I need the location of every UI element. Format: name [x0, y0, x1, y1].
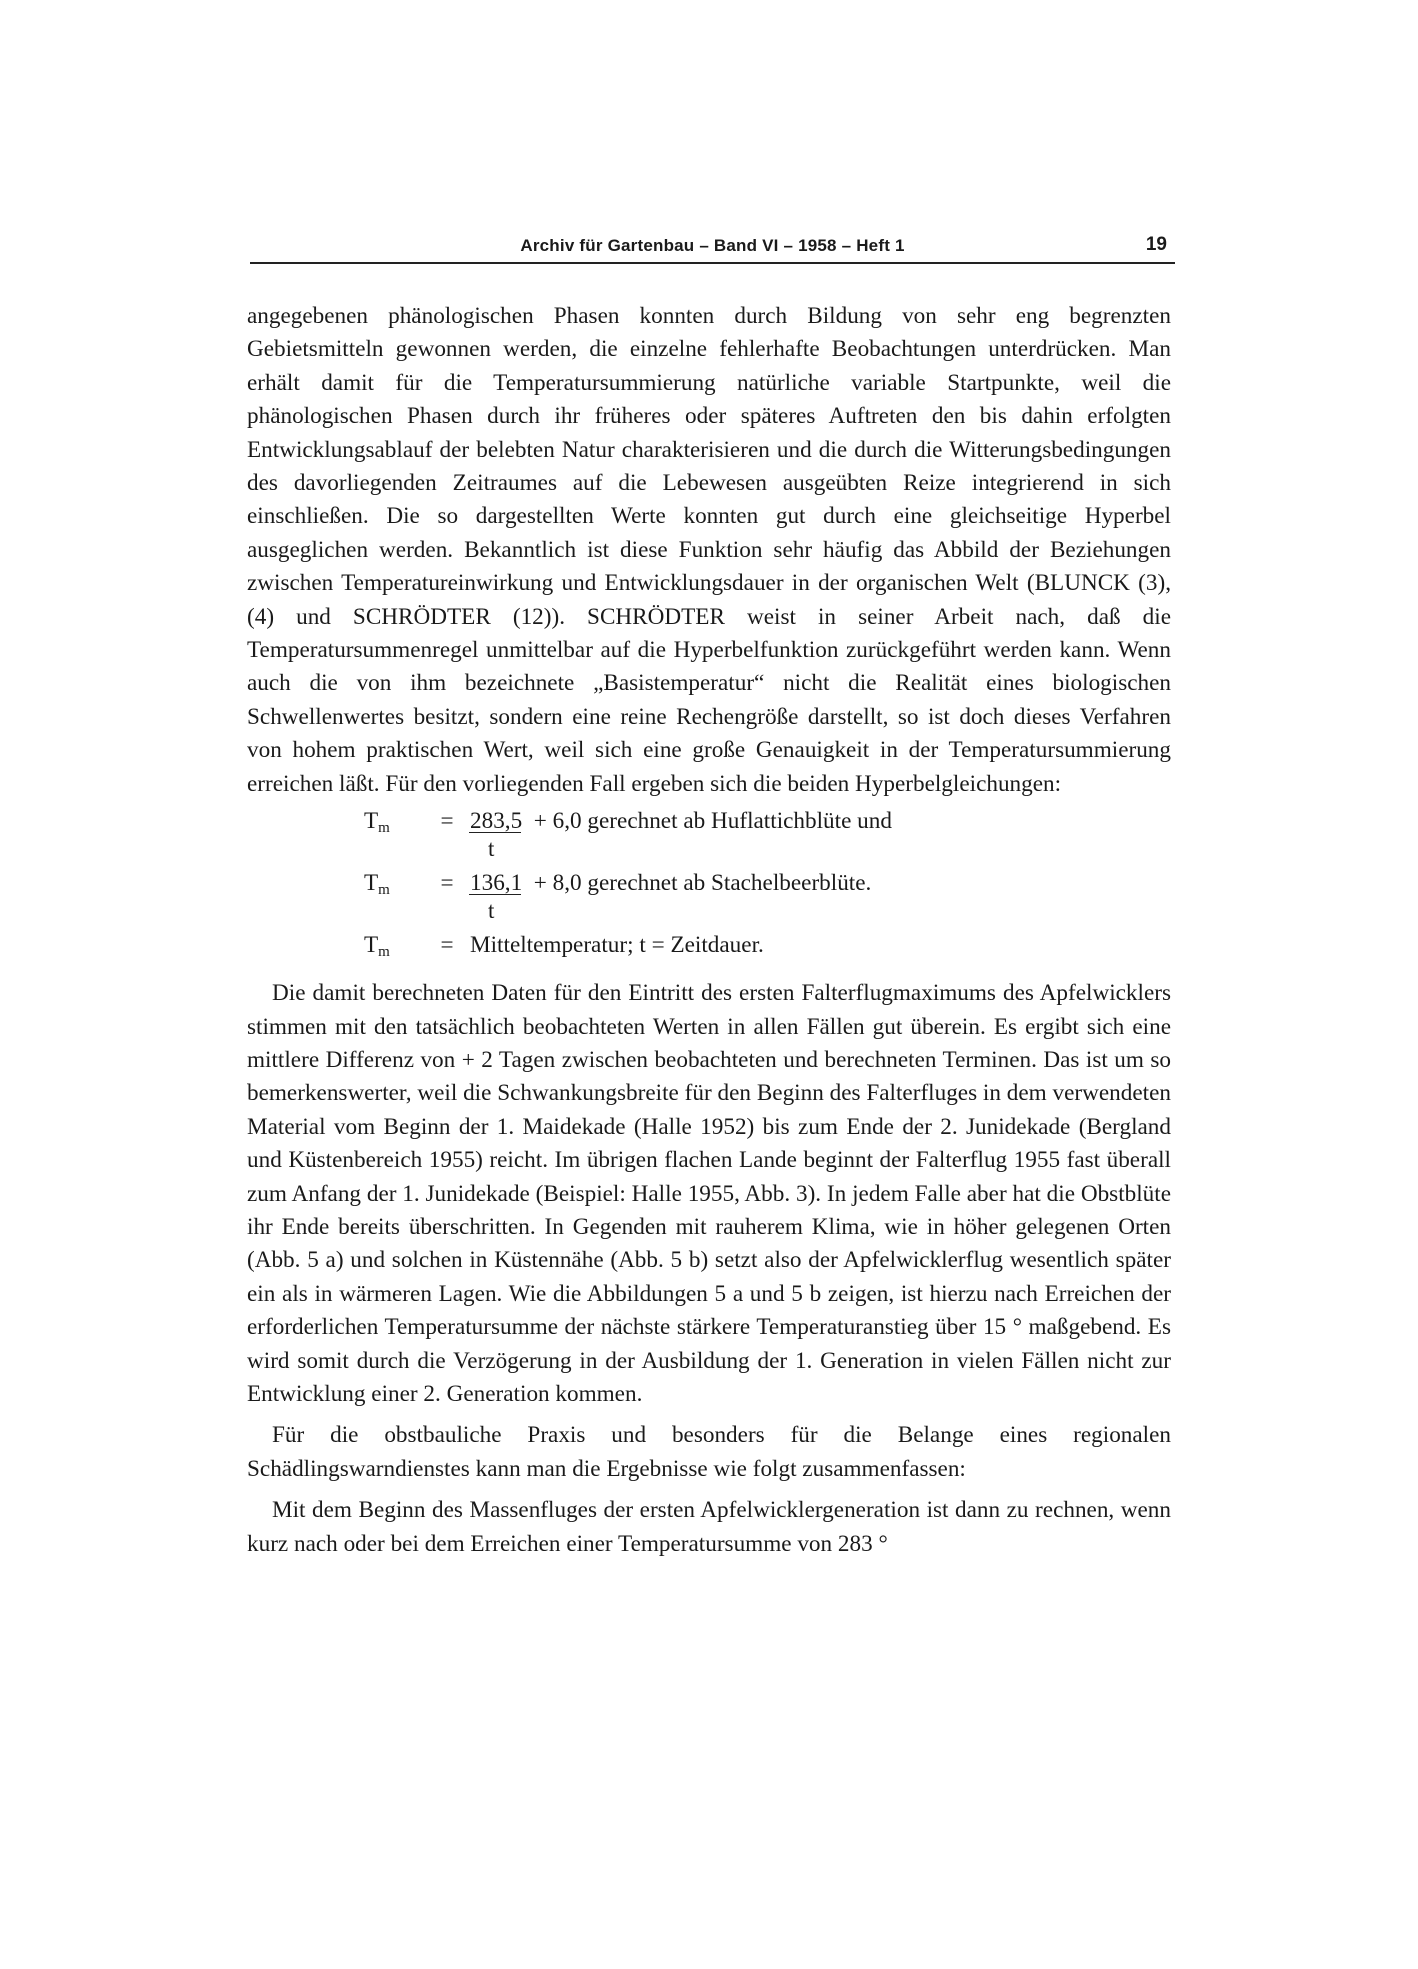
equation-row-3: [364, 929, 764, 963]
equation-row-1: [364, 805, 892, 839]
hyperbola-equations: [247, 805, 1171, 961]
equation-rest: + 8,0 gerechnet ab Stachelbeerblüte.: [533, 870, 872, 897]
equation-lhs: $T_m$: [364, 808, 390, 837]
running-title: Archiv für Gartenbau – Band VI – 1958 – Heft 1: [520, 236, 905, 255]
equation-lhs: $T_m$: [364, 932, 390, 961]
paragraph: Die damit berechneten Daten für den Eintritt des ersten Falterflugmaximums des Apfelwicklers stimmen mit den tatsächlich beobachteten Werten in allen Fällen gut überein. Es ergibt sich eine mittlere Differenz von + 2 Tagen zwischen beobachteten und berechneten Terminen. Das ist um so bemerkenswerter, weil die Schwankungsbreite für den Beginn des Falterfluges in dem verwendeten Material vom Beginn der 1. Maidekade (Halle 1952) bis zum Ende der 2. Junidekade (Bergland und Küstenbereich 1955) reicht. Im übrigen flachen Lande beginnt der Falterflug 1955 fast überall zum Anfang der 1. Junidekade (Beispiel: Halle 1955, Abb. 3). In jedem Falle aber hat die Obstblüte ihr Ende bereits überschritten. In Gegenden mit rauherem Klima, wie in höher gelegenen Orten (Abb. 5 a) und solchen in Küstennähe (Abb. 5 b) setzt also der Apfelwicklerflug wesentlich später ein als in wärmeren Lagen. Wie die Abbildungen 5 a und 5 b zeigen, ist hierzu nach Erreichen der erforderlichen Temperatursumme der nächste stärkere Temperaturanstieg über 15 ° maßgebend. Es wird somit durch die Verzögerung in der Ausbildung der 1. Generation in vielen Fällen nicht zur Entwicklung einer 2. Generation kommen.: [247, 980, 1171, 1407]
paragraph: angegebenen phänologischen Phasen konnten durch Bildung von sehr eng begrenzten Gebietsmitteln gewonnen werden, die einzelne fehlerhafte Beobachtungen unterdrücken. Man erhält damit für die Temperatursummierung natürliche variable Startpunkte, weil die phänologischen Phasen durch ihr früheres oder späteres Auftreten den bis dahin erfolgten Entwicklungsablauf der belebten Natur charakterisieren und die durch die Witterungsbedingungen des davorliegenden Zeitraumes auf die Lebewesen ausgeübten Reize integrierend in sich einschließen. Die so dargestellten Werte konnten gut durch eine gleichseitige Hyperbel ausgeglichen werden. Bekanntlich ist diese Funktion sehr häufig das Abbild der Beziehungen zwischen Temperatureinwirkung und Entwicklungsdauer in der organischen Welt (BLUNCK (3), (4) und SCHRÖDTER (12)). SCHRÖDTER weist in seiner Arbeit nach, daß die Temperatursummenregel unmittelbar auf die Hyperbelfunktion zurückgeführt werden kann. Wenn auch die von ihm bezeichnete „Basistemperatur“ nicht die Realität eines biologischen Schwellenwertes besitzt, sondern eine reine Rechengröße darstellt, so ist doch dieses Verfahren von hohem praktischen Wert, weil sich eine große Genauigkeit in der Temperatursummierung erreichen läßt. Für den vorliegenden Fall ergeben sich die beiden Hyperbelgleichungen:: [247, 303, 1171, 797]
denominator: t: [488, 898, 495, 924]
equation-row-2: [364, 867, 871, 901]
fraction-bar: [469, 832, 521, 833]
paragraph: Mit dem Beginn des Massenfluges der ersten Apfelwicklergeneration ist dann zu rechnen, wenn kurz nach oder bei dem Erreichen einer Temperatursumme von 283 °: [247, 1497, 1171, 1557]
equation-rest: + 6,0 gerechnet ab Huflattichblüte und: [533, 808, 892, 835]
equation-definition: Mitteltemperatur; t = Zeitdauer.: [470, 932, 764, 959]
equals-sign: =: [440, 870, 454, 897]
denominator: t: [488, 836, 495, 862]
numerator: 283,5: [470, 808, 523, 835]
body-text: [247, 300, 1171, 1561]
equation-lhs: $T_m$: [364, 870, 390, 899]
running-header: [250, 232, 1175, 264]
numerator: 136,1: [470, 870, 523, 897]
equals-sign: =: [440, 932, 454, 959]
fraction-bar: [469, 894, 521, 895]
page-number: 19: [1145, 234, 1167, 255]
equals-sign: =: [440, 808, 454, 835]
paragraph: Für die obstbauliche Praxis und besonders für die Belange eines regionalen Schädlingswarndienstes kann man die Ergebnisse wie folgt zusammenfassen:: [247, 1422, 1171, 1482]
